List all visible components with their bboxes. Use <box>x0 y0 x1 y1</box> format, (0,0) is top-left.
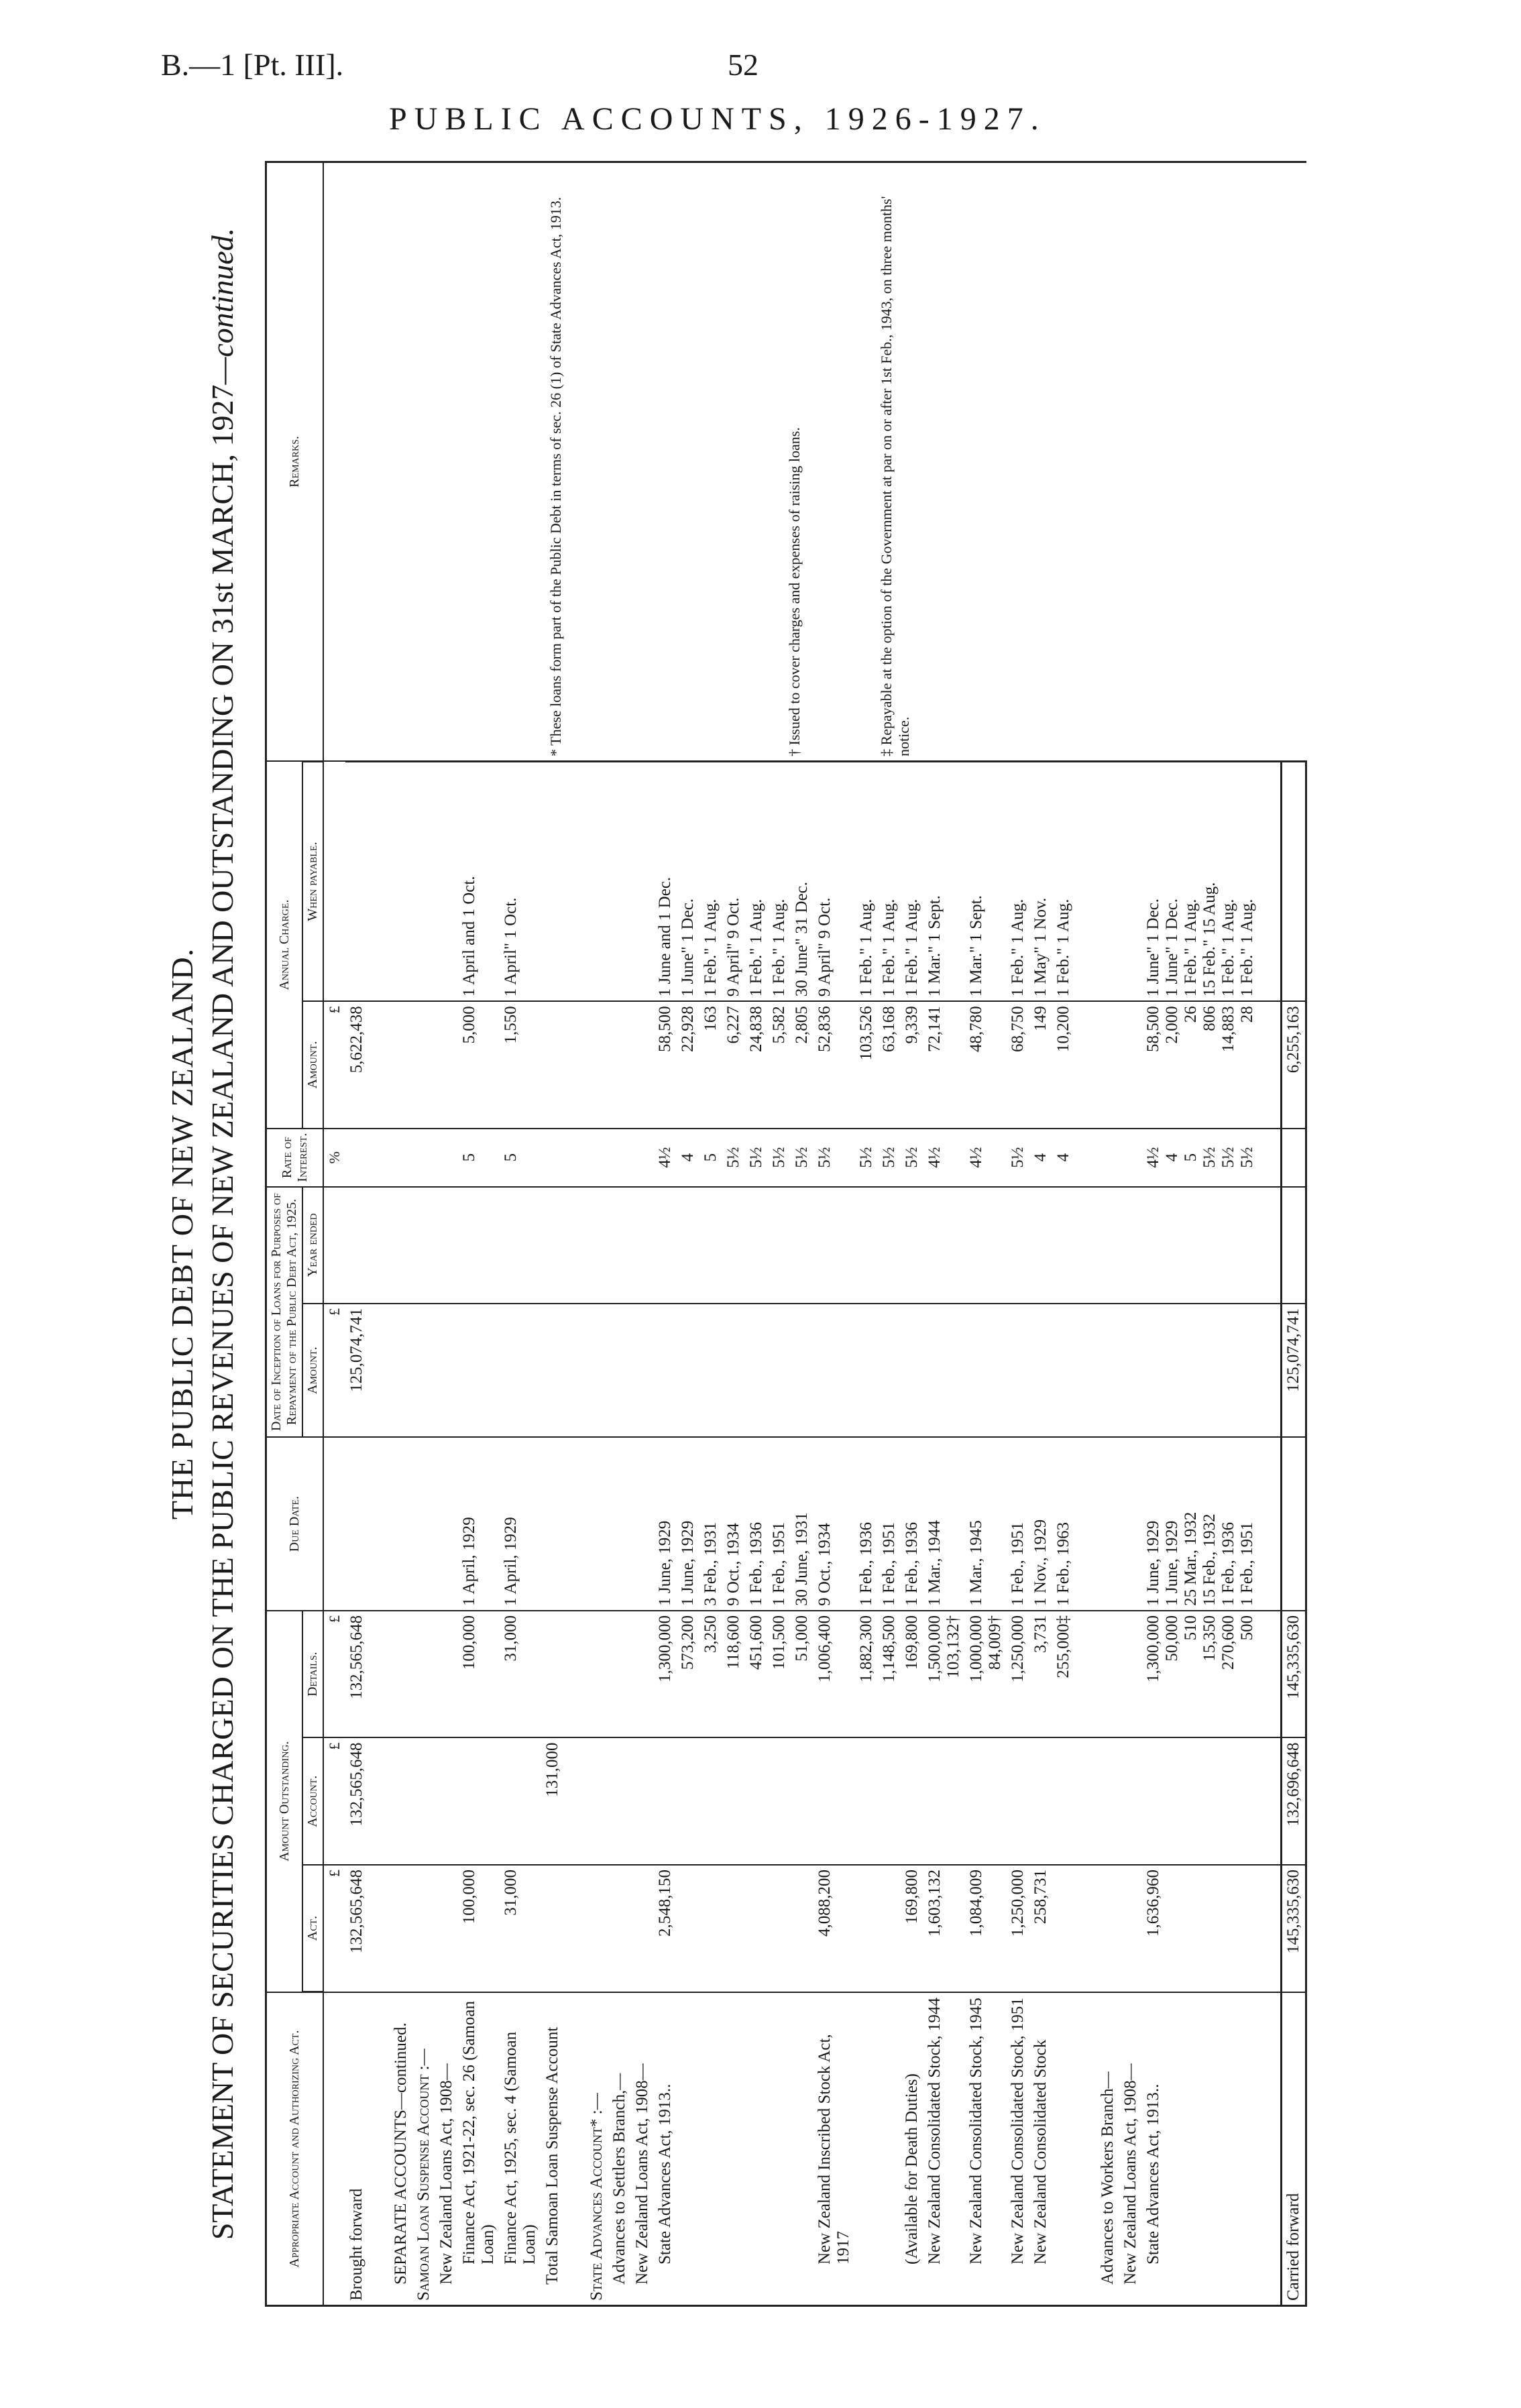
cell: 145,335,630 <box>1282 1611 1306 1738</box>
cell: 1 Feb." 1 Aug. <box>699 761 722 1001</box>
cell: 1 Feb., 1936 <box>901 1437 923 1611</box>
row-label: State Advances Act, 1913.. <box>1142 1992 1259 2306</box>
cell: 1 Feb., 1951 <box>878 1437 901 1611</box>
cell: 169,800 <box>901 1611 923 1738</box>
cell: 1,250,000 <box>1007 1865 1029 1992</box>
cell: 10,200 <box>1052 1001 1075 1128</box>
cell: 1 Feb., 1936 <box>745 1437 768 1611</box>
cell: 31,000 <box>500 1611 541 1738</box>
annual-line: 806 <box>1200 1006 1219 1031</box>
cell: 1 April, 1929 <box>458 1437 500 1611</box>
due-line: 1 Feb., 1936 <box>1219 1522 1237 1606</box>
cell: 132,565,648 <box>345 1611 368 1738</box>
cell: 4,088,200 <box>813 1865 855 1992</box>
cell: 1,636,960 <box>1142 1865 1259 1992</box>
cell: 1 Feb., 1963 <box>1052 1437 1075 1611</box>
when-line: 1 June" 1 Dec. <box>1163 898 1181 997</box>
cell <box>1142 761 1259 1001</box>
cell: 3,250 <box>699 1611 722 1738</box>
cell: 258,731 <box>1029 1865 1052 1992</box>
when-line: 1 Feb." 1 Aug. <box>1238 899 1256 997</box>
cell: 1,006,400 <box>813 1611 855 1738</box>
cell: 9,339 <box>901 1001 923 1128</box>
cell: 1 Mar." 1 Sept. <box>923 761 965 1001</box>
cell: 2,548,150 <box>654 1865 677 1992</box>
detail-line: 103,132† <box>944 1615 962 1678</box>
cell: 1 Feb., 1936 <box>855 1437 878 1611</box>
cell: 1 Feb." 1 Aug. <box>855 761 878 1001</box>
cell: 5,622,438 <box>345 1001 368 1128</box>
cell: 72,141 <box>923 1001 965 1128</box>
detail-line: 15,350 <box>1200 1615 1219 1662</box>
cell <box>1142 1611 1259 1738</box>
cell: 149 <box>1029 1001 1052 1128</box>
unit: % <box>323 1129 345 1187</box>
row-label: New Zealand Consolidated Stock, 1944 <box>923 1992 965 2306</box>
cell: 1 May" 1 Nov. <box>1029 761 1052 1001</box>
cell <box>923 1611 965 1738</box>
col-ao-account: Account. <box>302 1737 323 1865</box>
cell: 1 Feb." 1 Aug. <box>1007 761 1029 1001</box>
cell: 132,696,648 <box>1282 1737 1306 1865</box>
page-title: PUBLIC ACCOUNTS, 1926-1927. <box>389 101 1046 137</box>
header-row-1 <box>266 162 303 2306</box>
row-label: Advances to Workers Branch— <box>1096 1992 1119 2306</box>
row-label: State Advances Account* :— <box>585 1992 608 2306</box>
col-inception: Date of Inception of Loans for Purposes of Repayment of the Public Debt Act, 1925. <box>266 1187 303 1438</box>
cell <box>1142 1001 1259 1128</box>
cell: 163 <box>699 1001 722 1128</box>
cell: 1 Feb." 1 Aug. <box>901 761 923 1001</box>
cell: 100,000 <box>458 1611 500 1738</box>
statement-subtitle-text: STATEMENT OF SECURITIES CHARGED ON THE PUBLIC REVENUES OF NEW ZEALAND AND OUTSTANDING ON 31st MARCH, 1927 <box>205 384 239 2240</box>
cell: 5 <box>500 1129 541 1187</box>
cell: 5½ <box>901 1129 923 1187</box>
when-line: 1 Feb." 1 Aug. <box>1219 899 1237 997</box>
cell: 1 Mar." 1 Sept. <box>965 761 1007 1001</box>
remark-1: * These loans form part of the Public Debt in terms of sec. 26 (1) of State Advances Act, 1913. <box>547 196 564 756</box>
detail-line: 270,600 <box>1219 1615 1237 1670</box>
statement-subtitle <box>205 161 240 2307</box>
debt-table <box>265 161 1307 2307</box>
cell: 30 June" 31 Dec. <box>791 761 813 1001</box>
cell: 132,565,648 <box>345 1865 368 1992</box>
cell: 145,335,630 <box>1282 1865 1306 1992</box>
cell: 451,600 <box>745 1611 768 1738</box>
col-rate: Rate of Interest. <box>266 1129 324 1187</box>
rate-line: 5½ <box>1200 1147 1219 1168</box>
row-label: New Zealand Loans Act, 1908— <box>1119 1992 1142 2306</box>
rate-line: 5½ <box>1238 1147 1256 1168</box>
cell: 5 <box>458 1129 500 1187</box>
cell <box>1142 1437 1259 1611</box>
remark-2: † Issued to cover charges and expenses of raising loans. <box>786 427 803 756</box>
row-label: Total Samoan Loan Suspense Account <box>541 1992 564 2306</box>
cell: 1,550 <box>500 1001 541 1128</box>
col-ao-act: Act. <box>302 1865 323 1992</box>
cell: 5½ <box>745 1129 768 1187</box>
cell: 125,074,741 <box>1282 1304 1306 1438</box>
statement-subtitle-suffix: —continued. <box>205 227 239 385</box>
cell: 9 April" 9 Oct. <box>813 761 855 1001</box>
cell: 1 April and 1 Oct. <box>458 761 500 1001</box>
cell: 4½ <box>965 1129 1007 1187</box>
cell: 5½ <box>768 1129 791 1187</box>
cell: 1 Feb., 1951 <box>1007 1437 1029 1611</box>
row-label: New Zealand Loans Act, 1908— <box>435 1992 458 2306</box>
cell: 68,750 <box>1007 1001 1029 1128</box>
col-annual-charge: Annual Charge. <box>266 761 303 1128</box>
unit: £ <box>323 1304 345 1438</box>
row-label: Advances to Settlers Branch,— <box>608 1992 631 2306</box>
cell: 5½ <box>878 1129 901 1187</box>
col-due-date: Due Date. <box>266 1437 324 1611</box>
rate-line: 4 <box>1163 1153 1181 1162</box>
cell: 1,882,300 <box>855 1611 878 1738</box>
cell: 24,838 <box>745 1001 768 1128</box>
rate-line: 5½ <box>1219 1147 1237 1168</box>
cell: 5,000 <box>458 1001 500 1128</box>
detail-line: 1,300,000 <box>1144 1615 1162 1682</box>
row-label: Samoan Loan Suspense Account :— <box>412 1992 435 2306</box>
row-label: Finance Act, 1925, sec. 4 (Samoan Loan) <box>500 1992 541 2306</box>
cell: 51,000 <box>791 1611 813 1738</box>
row-label: New Zealand Inscribed Stock Act, 1917 <box>813 1992 855 2306</box>
cell: 52,836 <box>813 1001 855 1128</box>
cell <box>965 1611 1007 1738</box>
detail-line: 1,500,000 <box>925 1615 944 1682</box>
col-ac-amount: Amount. <box>302 1001 323 1128</box>
page-reference: B.—1 [Pt. III]. <box>161 48 344 82</box>
cell: 4½ <box>923 1129 965 1187</box>
annual-line: 26 <box>1182 1006 1200 1023</box>
col-inc-amount: Amount. <box>302 1304 323 1438</box>
cell: 1 Mar., 1945 <box>965 1437 1007 1611</box>
due-line: 15 Feb., 1932 <box>1200 1513 1219 1606</box>
col-ac-when: When payable. <box>302 761 323 1001</box>
due-line: 25 Mar., 1932 <box>1182 1511 1200 1606</box>
cell: 5 <box>699 1129 722 1187</box>
cell: 5½ <box>791 1129 813 1187</box>
remark-3: ‡ Repayable at the option of the Government at par on or after 1st Feb., 1943, on three months' notice. <box>877 196 913 756</box>
row-label: State Advances Act, 1913.. <box>654 1992 677 2306</box>
cell: 1 Feb." 1 Aug. <box>768 761 791 1001</box>
cell: 118,600 <box>722 1611 745 1738</box>
cell: 1 April" 1 Oct. <box>500 761 541 1001</box>
row-label: New Zealand Consolidated Stock <box>1029 1992 1052 2306</box>
row-label: New Zealand Consolidated Stock, 1945 <box>965 1992 1007 2306</box>
cell: 1,250,000 <box>1007 1611 1029 1738</box>
statement-title: THE PUBLIC DEBT OF NEW ZEALAND. <box>165 948 199 1520</box>
rate-line: 4½ <box>1144 1147 1162 1168</box>
due-line: 1 Feb., 1951 <box>1238 1522 1256 1606</box>
annual-line: 14,883 <box>1219 1006 1237 1052</box>
cell: 5,582 <box>768 1001 791 1128</box>
row-label: (Available for Death Duties) <box>901 1992 923 2306</box>
cell: 255,000‡ <box>1052 1611 1075 1738</box>
unit-row <box>323 162 345 2306</box>
section-heading: SEPARATE ACCOUNTS—continued. <box>390 1992 412 2306</box>
when-line: 1 Feb." 1 Aug. <box>1182 899 1200 997</box>
cell: 1,603,132 <box>923 1865 965 1992</box>
unit: £ <box>323 1001 345 1128</box>
cell: 1,084,009 <box>965 1865 1007 1992</box>
remarks-cell <box>323 162 1306 762</box>
cell: 6,255,163 <box>1282 1001 1306 1128</box>
cell: 3 Feb., 1931 <box>699 1437 722 1611</box>
detail-line: 510 <box>1182 1615 1200 1641</box>
cell: 1 Feb." 1 Aug. <box>745 761 768 1001</box>
cell: 2,805 <box>791 1001 813 1128</box>
cell: 573,200 <box>677 1611 699 1738</box>
cell: 1 June, 1929 <box>677 1437 699 1611</box>
due-line: 1 June, 1929 <box>1144 1520 1162 1606</box>
cell: 131,000 <box>541 1737 564 1865</box>
page-number: 52 <box>728 48 758 82</box>
cell: 132,565,648 <box>345 1737 368 1865</box>
annual-line: 2,000 <box>1163 1006 1181 1044</box>
cell: 1 Feb." 1 Aug. <box>1052 761 1075 1001</box>
cell: 1 June, 1929 <box>654 1437 677 1611</box>
due-line: 1 June, 1929 <box>1163 1520 1181 1606</box>
cell: 9 Oct., 1934 <box>722 1437 745 1611</box>
cell: 63,168 <box>878 1001 901 1128</box>
cell: 169,800 <box>901 1865 923 1992</box>
cell: 1,148,500 <box>878 1611 901 1738</box>
row-label: Carried forward <box>1282 1992 1306 2306</box>
unit: £ <box>323 1737 345 1865</box>
row-label: Finance Act, 1921-22, sec. 26 (Samoan Loan) <box>458 1992 500 2306</box>
row-label: New Zealand Loans Act, 1908— <box>631 1992 654 2306</box>
detail-line: 50,000 <box>1163 1615 1181 1662</box>
cell <box>1142 1129 1259 1187</box>
cell: 5½ <box>813 1129 855 1187</box>
rotated-statement <box>158 161 1432 2307</box>
cell: 100,000 <box>458 1865 500 1992</box>
cell: 9 April" 9 Oct. <box>722 761 745 1001</box>
cell: 1 Nov., 1929 <box>1029 1437 1052 1611</box>
cell: 4 <box>677 1129 699 1187</box>
cell: 1,300,000 <box>654 1611 677 1738</box>
cell: 4½ <box>654 1129 677 1187</box>
cell: 3,731 <box>1029 1611 1052 1738</box>
cell: 1 Feb., 1951 <box>768 1437 791 1611</box>
cell: 1 June and 1 Dec. <box>654 761 677 1001</box>
cell: 103,526 <box>855 1001 878 1128</box>
cell: 4 <box>1029 1129 1052 1187</box>
cell: 22,928 <box>677 1001 699 1128</box>
col-act: Appropriate Account and Authorizing Act. <box>266 1992 324 2306</box>
cell: 58,500 <box>654 1001 677 1128</box>
cell: 5½ <box>855 1129 878 1187</box>
cell: 31,000 <box>500 1865 541 1992</box>
when-line: 15 Feb." 15 Aug. <box>1200 882 1219 997</box>
col-amount-outstanding: Amount Outstanding. <box>266 1611 303 1992</box>
cell: 5½ <box>1007 1129 1029 1187</box>
detail-line: 1,000,000 <box>967 1615 985 1682</box>
rate-line: 5 <box>1182 1153 1200 1162</box>
detail-line: 500 <box>1238 1615 1256 1641</box>
cell: 30 June, 1931 <box>791 1437 813 1611</box>
col-ao-details: Details. <box>302 1611 323 1738</box>
cell: 1 Feb." 1 Aug. <box>878 761 901 1001</box>
col-remarks: Remarks. <box>266 162 324 762</box>
cell: 1 Mar., 1944 <box>923 1437 965 1611</box>
when-line: 1 June" 1 Dec. <box>1144 898 1162 997</box>
unit: £ <box>323 1611 345 1738</box>
cell: 5½ <box>722 1129 745 1187</box>
annual-line: 28 <box>1238 1006 1256 1023</box>
detail-line: 84,009† <box>986 1615 1004 1670</box>
cell: 4 <box>1052 1129 1075 1187</box>
cell: 48,780 <box>965 1001 1007 1128</box>
cell: 9 Oct., 1934 <box>813 1437 855 1611</box>
row-label: Brought forward <box>345 1992 368 2306</box>
row-label: New Zealand Consolidated Stock, 1951 <box>1007 1992 1029 2306</box>
cell: 101,500 <box>768 1611 791 1738</box>
cell: 1 June" 1 Dec. <box>677 761 699 1001</box>
annual-line: 58,500 <box>1144 1006 1162 1052</box>
cell: 1 April, 1929 <box>500 1437 541 1611</box>
unit: £ <box>323 1865 345 1992</box>
col-inc-year: Year ended <box>302 1187 323 1304</box>
cell: 6,227 <box>722 1001 745 1128</box>
cell: 125,074,741 <box>345 1304 368 1438</box>
